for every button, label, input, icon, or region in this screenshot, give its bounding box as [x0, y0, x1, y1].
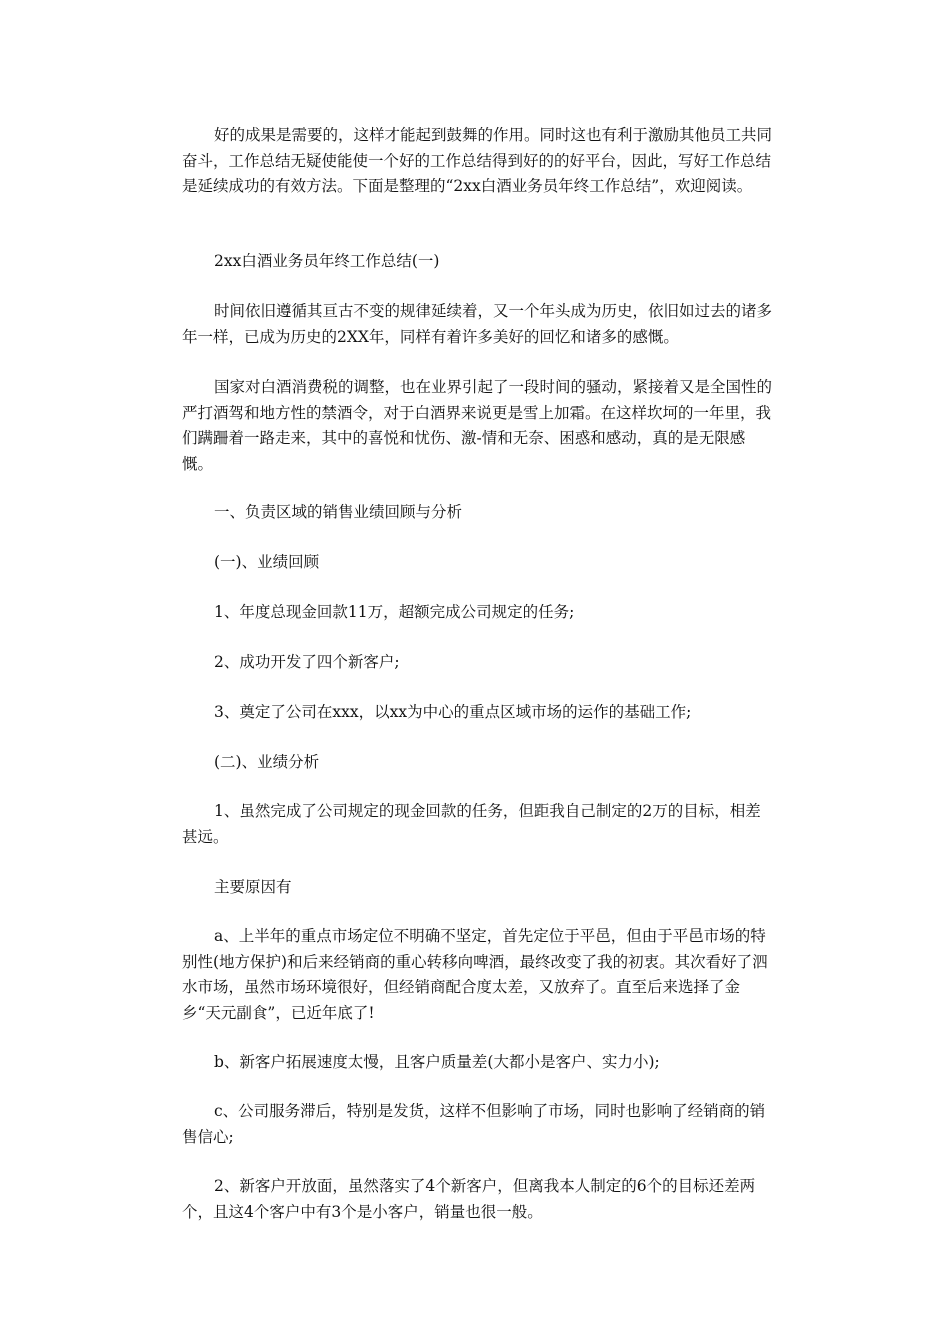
list-item: 2、成功开发了四个新客户;	[214, 653, 400, 671]
list-item: 1、年度总现金回款11万，超额完成公司规定的任务;	[214, 603, 575, 621]
subheading: (二)、业绩分析	[214, 753, 320, 771]
heading: 一、负责区域的销售业绩回顾与分析	[214, 503, 463, 521]
list-item: a、上半年的重点市场定位不明确不坚定，首先定位于平邑，但由于平邑市场的特别性(地方保护)和后来经销商的重心转移向啤酒，最终改变了我的初衷。其次看好了泗水市场，虽然市场环境很好，但经销商配合度太差，又放弃了。直至后来选择了金乡“天元副食”，已近年底了!	[182, 927, 768, 1022]
section-title: 2xx白酒业务员年终工作总结(一)	[214, 252, 440, 270]
list-item: c、公司服务滞后，特别是发货，这样不但影响了市场，同时也影响了经销商的销售信心;	[182, 1102, 766, 1146]
body-paragraph: 时间依旧遵循其亘古不变的规律延续着，又一个年头成为历史，依旧如过去的诸多年一样，已成为历史的2XX年，同样有着许多美好的回忆和诸多的感慨。	[182, 302, 773, 346]
body-paragraph: 国家对白酒消费税的调整，也在业界引起了一段时间的骚动，紧接着又是全国性的严打酒驾和地方性的禁酒令，对于白酒界来说更是雪上加霜。在这样坎坷的一年里，我们蹒跚着一路走来，其中的喜悦和忧伤、激-情和无奈、困惑和感动，真的是无限感慨。	[182, 378, 773, 473]
list-item: b、新客户拓展速度太慢，且客户质量差(大都小是客户、实力小);	[214, 1053, 660, 1071]
body-paragraph: 主要原因有	[214, 878, 292, 896]
list-item: 1、虽然完成了公司规定的现金回款的任务，但距我自己制定的2万的目标，相差甚远。	[182, 802, 761, 846]
subheading: (一)、业绩回顾	[214, 553, 320, 571]
list-item: 2、新客户开放面，虽然落实了4个新客户，但离我本人制定的6个的目标还差两个，且这4个客户中有3个是小客户，销量也很一般。	[182, 1177, 756, 1221]
intro-paragraph: 好的成果是需要的，这样才能起到鼓舞的作用。同时这也有利于激励其他员工共同奋斗，工作总结无疑使能使一个好的工作总结得到好的的好平台，因此，写好工作总结是延续成功的有效方法。下面是整理的“2xx白酒业务员年终工作总结”，欢迎阅读。	[182, 126, 773, 195]
list-item: 3、奠定了公司在xxx，以xx为中心的重点区域市场的运作的基础工作;	[214, 703, 692, 721]
